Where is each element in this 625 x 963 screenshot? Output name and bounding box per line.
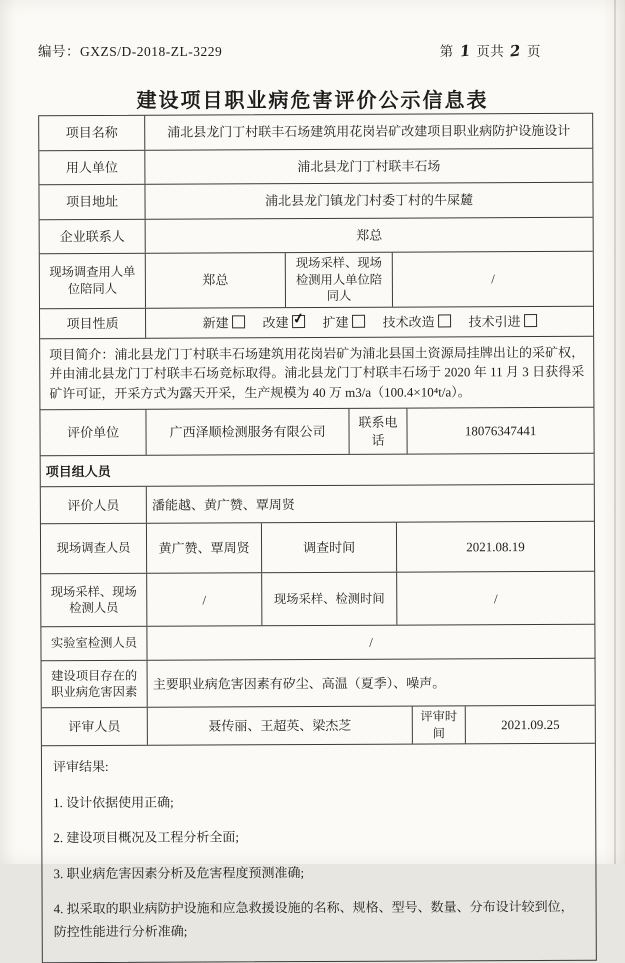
evaluators-value: 潘能越、黄广赞、覃周贤	[146, 485, 594, 523]
project-address-value: 浦北县龙门镇龙门村委丁村的牛屎麓	[145, 183, 593, 219]
sampling-staff-label: 现场采样、现场检测人员	[50, 584, 137, 616]
reviewers-value: 聂传丽、王超英、梁杰芝	[147, 707, 412, 745]
hazards-value: 主要职业病危害因素有矽尘、高温（夏季）、噪声。	[147, 659, 595, 707]
sampling-escort-label: 现场采样、现场检测用人单位陪同人	[285, 253, 393, 307]
project-nature-label: 项目性质	[66, 315, 119, 331]
table-row	[41, 624, 594, 660]
form-table	[38, 113, 597, 963]
reviewers-label: 评审人员	[68, 718, 121, 735]
page-number	[440, 40, 541, 60]
page-suffix: 页	[527, 44, 541, 59]
sampling-time-value: /	[396, 572, 594, 625]
evaluators-label: 评价人员	[67, 497, 120, 513]
review-result-title: 评审结果:	[52, 759, 109, 775]
table-row	[40, 407, 593, 455]
scan-edge-artifact	[614, 0, 616, 864]
nature-option	[383, 313, 451, 331]
page-middle: 页共	[476, 44, 505, 59]
project-address-label: 项目地址	[66, 194, 119, 210]
form-title: 建设项目职业病危害评价公示信息表	[136, 90, 489, 112]
site-survey-staff-label: 现场调查人员	[56, 541, 131, 556]
table-row	[40, 336, 593, 410]
table-row	[39, 148, 592, 184]
review-time-label: 评审时间	[412, 707, 465, 744]
table-row	[41, 571, 594, 626]
page-current-handwritten: 1	[458, 41, 472, 61]
employer-value: 浦北县龙门丁村联丰石场	[144, 149, 592, 184]
table-row	[41, 484, 594, 523]
checkbox-unchecked-icon	[524, 314, 537, 327]
table-row	[40, 251, 593, 308]
review-result-item: 2. 建设项目概况及工程分析全面;	[53, 829, 239, 846]
page-header	[38, 40, 541, 60]
review-result-item: 3. 职业病危害因素分析及危害程度预测准确;	[53, 864, 305, 881]
contact-phone-value: 18076347441	[407, 408, 594, 454]
lab-staff-value: /	[146, 625, 594, 660]
nature-option-label: 改建	[262, 314, 289, 330]
checkbox-unchecked-icon	[352, 314, 365, 327]
page-prefix: 第	[439, 44, 454, 59]
evaluation-org-value: 广西泽顺检测服务有限公司	[146, 409, 349, 455]
nature-option-label: 技术引进	[468, 313, 521, 329]
table-row	[40, 306, 593, 338]
nature-option	[263, 314, 305, 332]
company-contact-value: 郑总	[145, 218, 593, 253]
review-result-item: 4. 拟采取的职业病防护设施和应急救援设施的名称、规格、型号、数量、分布设计较到位，防控性能进行分析准确;	[53, 898, 574, 940]
table-row	[39, 114, 592, 150]
hazards-label: 建设项目存在的职业病危害因素	[51, 668, 138, 700]
review-result-item: 1. 设计依据使用正确;	[53, 794, 174, 811]
nature-option	[323, 313, 365, 331]
doc-number	[38, 40, 222, 60]
sampling-escort-value: /	[392, 252, 593, 307]
page-total-handwritten: 2	[509, 41, 523, 61]
lab-staff-label: 实验室检测人员	[50, 636, 138, 651]
table-row	[42, 743, 596, 962]
employer-label: 用人单位	[65, 159, 118, 175]
doc-number-label: 编号：	[38, 44, 80, 59]
doc-number-value: GXZS/D-2018-ZL-3229	[80, 44, 223, 59]
table-row	[42, 705, 595, 746]
table-row	[41, 521, 594, 573]
nature-option	[203, 314, 245, 332]
project-name-label: 项目名称	[65, 125, 118, 141]
review-time-value: 2021.09.25	[465, 706, 595, 744]
table-row	[39, 182, 592, 219]
checkbox-unchecked-icon	[232, 315, 245, 328]
project-intro: 项目简介：浦北县龙门丁村联丰石场建筑用花岗岩矿为浦北县国土资源局挂牌出让的采矿权，并由浦北县龙门丁村联丰石场竞标取得。浦北县龙门丁村联丰石场于 2020 年 11 月 3 日获得采矿许可证，开采方式为露天开采，生产规模为 40 万 m3/a（100.4×10⁴t/a）。	[49, 344, 585, 401]
table-row	[41, 453, 594, 486]
project-nature-options	[145, 307, 593, 338]
site-survey-escort-value: 郑总	[145, 253, 285, 307]
site-survey-escort-label: 现场调查用人单位陪同人	[49, 265, 136, 296]
company-contact-label: 企业联系人	[59, 228, 125, 244]
sampling-staff-value: /	[146, 574, 261, 627]
contact-phone-label: 联系电话	[348, 409, 406, 454]
nature-option	[469, 313, 537, 331]
nature-option-label: 扩建	[322, 314, 349, 330]
checkbox-unchecked-icon	[438, 314, 451, 327]
sampling-time-label: 现场采样、检测时间	[261, 573, 396, 626]
survey-time-value: 2021.08.19	[396, 522, 594, 572]
table-row	[40, 217, 593, 253]
nature-option-label: 技术改造	[382, 313, 435, 330]
evaluation-org-label: 评价单位	[67, 424, 120, 441]
table-row	[42, 658, 595, 707]
project-team-header: 项目组人员	[45, 463, 111, 479]
project-name-value: 浦北县龙门丁村联丰石场建筑用花岗岩矿改建项目职业病防护设施设计	[144, 114, 592, 150]
nature-option-label: 新建	[202, 314, 229, 330]
site-survey-staff-value: 黄广赞、覃周贤	[146, 524, 261, 574]
review-result-block	[42, 744, 596, 962]
checkbox-checked-icon	[292, 315, 305, 328]
survey-time-label: 调查时间	[261, 523, 396, 573]
